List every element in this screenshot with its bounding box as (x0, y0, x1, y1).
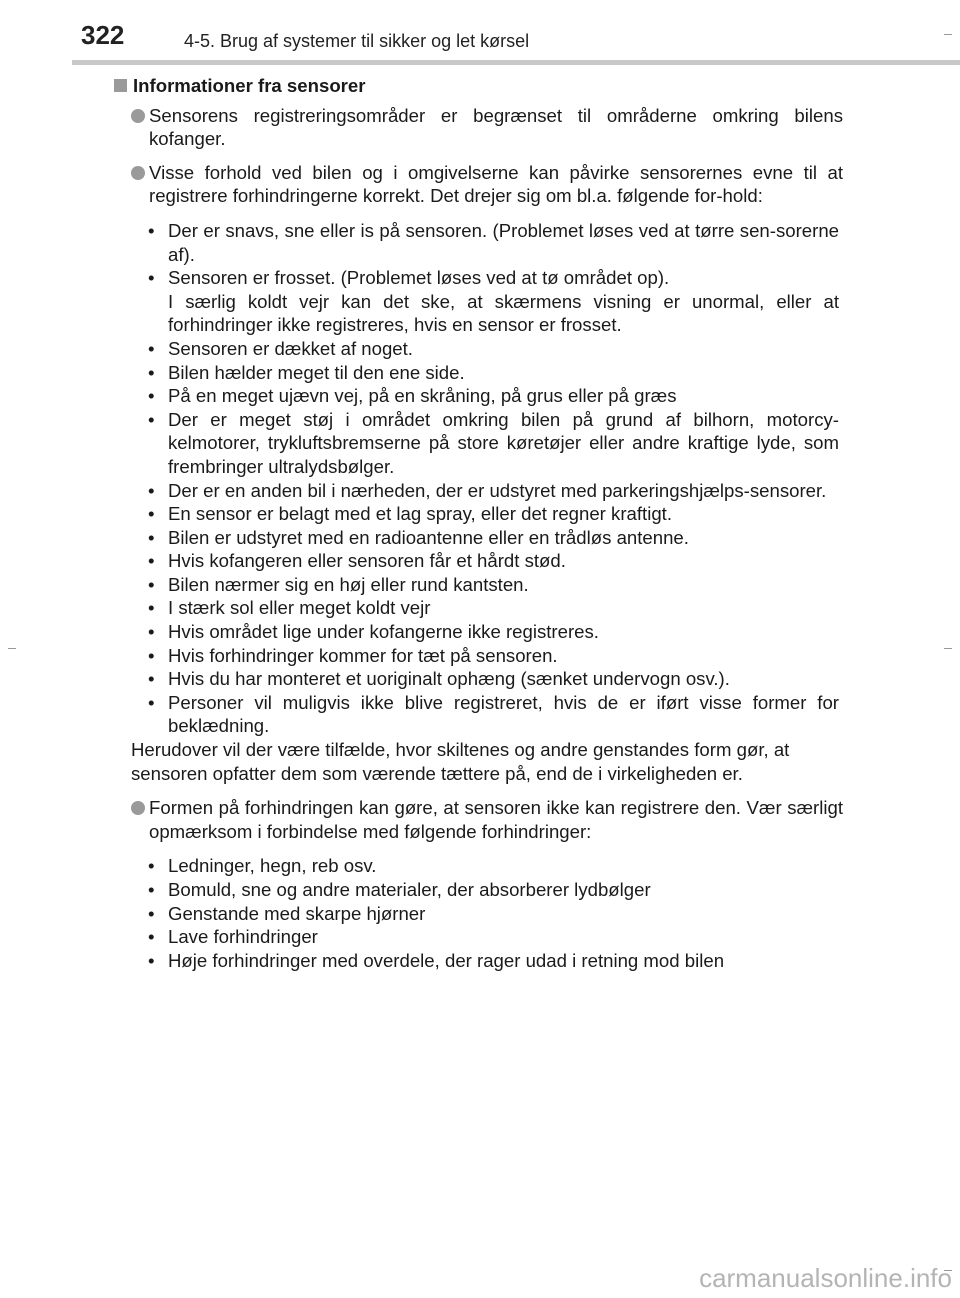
section-heading-text: Informationer fra sensorer (133, 75, 366, 96)
list-item: • På en meget ujævn vej, på en skråning, på grus eller på græs (148, 385, 677, 407)
list-item: • En sensor er belagt med et lag spray, eller det regner kraftigt. (148, 503, 673, 525)
trailing-paragraph: Herudover vil der være tilfælde, hvor skiltenes og andre genstandes form gør, at sensoren opfatter dem som værende tættere på, end de i virkeligheden er. (131, 739, 790, 784)
list-item: • Bilen er udstyret med en radioantenne eller en trådløs antenne. (148, 526, 689, 548)
list-item: • Hvis du har monteret et uoriginalt ophæng (sænket undervogn osv.). (148, 668, 730, 690)
list-item: • Personer vil muligvis ikke blive registreret, hvis de er iført visse former for beklædning. (148, 691, 839, 737)
list-item: • I stærk sol eller meget koldt vejr (148, 597, 431, 619)
list-item: • Hvis kofangeren eller sensoren får et hårdt stød. (148, 550, 566, 572)
list-item: • Lave forhindringer (148, 926, 318, 948)
list-item: • Sensoren er frosset. (Problemet løses ved at tø området op). I særlig koldt vejr kan det ske, at skærmens visning er unormal, eller at forhindringer ikke registreres, hvis en sensor er frosset. (148, 267, 839, 336)
list-item: • Bilen nærmer sig en høj eller rund kantsten. (148, 573, 529, 595)
list-item: • Hvis området lige under kofangerne ikke registreres. (148, 621, 599, 643)
list-item: • Bomuld, sne og andre materialer, der absorberer lydbølger (148, 879, 651, 900)
info-item-text: Formen på forhindringen kan gøre, at sensoren ikke kan registrere den. Vær særligt opmærksom i forbindelse med følgende forhindringer: (149, 797, 843, 842)
list-item: • Bilen hælder meget til den ene side. (148, 361, 465, 383)
info-item-text: Sensorens registreringsområder er begrænset til områderne omkring bilens kofanger. (149, 104, 843, 150)
list-item: • Høje forhindringer med overdele, der rager udad i retning mod bilen (148, 949, 725, 971)
list-item: • Der er meget støj i området omkring bilen på grund af bilhorn, motorcy-kelmotorer, trykluftsbremserne på store køretøjer eller andre kraftige lyde, som frembringer ultralydsbølger. (148, 408, 839, 477)
list-item: • Der er en anden bil i nærheden, der er udstyret med parkeringshjælps-sensorer. (148, 479, 827, 501)
list-item: • Genstande med skarpe hjørner (148, 902, 426, 924)
info-item-text: Visse forhold ved bilen og i omgivelserne kan påvirke sensorernes evne til at registrere forhindringerne korrekt. Det drejer sig om bl.a. følgende for-hold: (149, 161, 843, 207)
list-item: • Hvis forhindringer kommer for tæt på sensoren. (148, 644, 558, 666)
list-item: • Sensoren er dækket af noget. (148, 337, 413, 359)
page-number: 322 (81, 20, 125, 50)
frozen-note: I særlig koldt vejr kan det ske, at skærmens visning er unormal, eller at forhindringer ikke registreres, hvis en sensor er frosset. (168, 290, 839, 336)
list-item: • Ledninger, hegn, reb osv. (148, 855, 377, 877)
chapter-title: 4-5. Brug af systemer til sikker og let kørsel (184, 31, 530, 51)
list-item: • Der er snavs, sne eller is på sensoren. (Problemet løses ved at tørre sen-sorerne af). (148, 219, 839, 265)
watermark-text: carmanualsonline.info (699, 1263, 952, 1293)
